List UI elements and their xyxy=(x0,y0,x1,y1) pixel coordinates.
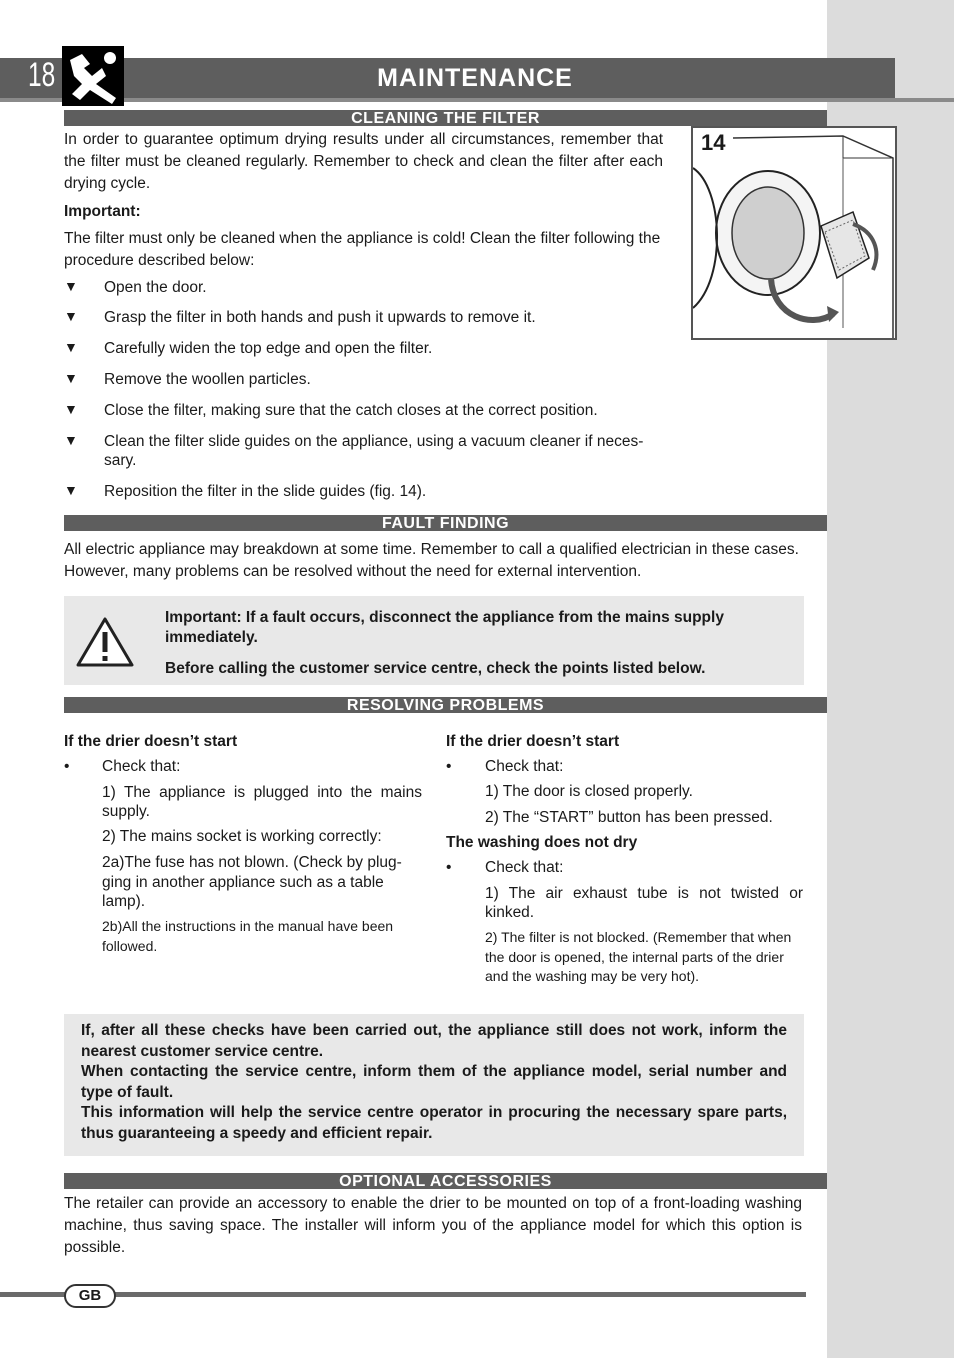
section-optional-accessories: OPTIONAL ACCESSORIES xyxy=(64,1173,827,1189)
section-fault-finding: FAULT FINDING xyxy=(64,515,827,531)
right-item: 1) The door is closed properly. xyxy=(485,783,693,800)
notice-line: This information will help the service centre operator in procuring the necessary spare parts, thus guaranteeing a speedy and efficient repair. xyxy=(81,1104,787,1142)
notice-line: If, after all these checks have been carried out, the appliance still does not work, inform the nearest customer service centre. xyxy=(81,1022,787,1060)
page-title: MAINTENANCE xyxy=(377,64,573,92)
fault-intro: All electric appliance may breakdown at some time. Remember to call a qualified electrician in these cases. However, many problems can be resolved without the need for external intervention. xyxy=(64,541,799,580)
left-item: 2b)All the instructions in the manual have been followed. xyxy=(102,918,394,954)
figure-14-dryer-filter xyxy=(691,126,897,340)
right-item-2: 2) The filter is not blocked. (Remember that when the door is opened, the internal parts of the drier and the washing may be very hot). xyxy=(485,929,792,984)
warning-text-1: Important: If a fault occurs, disconnect the appliance from the mains supply immediately. xyxy=(165,609,724,646)
warning-text-2: Before calling the customer service centre, check the points listed below. xyxy=(165,660,706,677)
footer-rule xyxy=(0,1292,806,1297)
right-heading: If the drier doesn’t start xyxy=(446,733,620,750)
notice-line: When contacting the service centre, inform them of the appliance model, serial number and type of fault. xyxy=(81,1063,787,1101)
left-heading: If the drier doesn’t start xyxy=(64,733,238,750)
left-check: Check that: xyxy=(102,758,181,775)
right-check-2: Check that: xyxy=(485,859,564,876)
right-check: Check that: xyxy=(485,758,564,775)
warning-box xyxy=(64,596,804,685)
left-item: 2a)The fuse has not blown. (Check by plug- ging in another appliance such as a table lamp). xyxy=(102,854,402,910)
important-label: Important: xyxy=(64,203,141,220)
right-item-2: 1) The air exhaust tube is not twisted or kinked. xyxy=(485,885,803,921)
right-item: 2) The “START” button has been pressed. xyxy=(485,809,773,826)
page-number: 18 xyxy=(28,56,56,94)
left-item: 1) The appliance is plugged into the mains supply. xyxy=(102,784,422,820)
important-text: The filter must only be cleaned when the appliance is cold! Clean the filter following the procedure described below: xyxy=(64,230,661,269)
right-bullet: • xyxy=(446,758,452,775)
maintenance-wrench-icon xyxy=(62,46,124,106)
service-notice-box xyxy=(64,1014,804,1156)
right-bullet-2: • xyxy=(446,859,452,876)
right-heading-2: The washing does not dry xyxy=(446,834,638,851)
language-badge: GB xyxy=(64,1284,116,1308)
section-cleaning-filter: CLEANING THE FILTER xyxy=(64,110,827,126)
cleaning-intro: In order to guarantee optimum drying results under all circumstances, remember that the filter must be cleaned regularly. Remember to check and clean the filter after each drying cycle. xyxy=(64,131,663,192)
warning-triangle-icon xyxy=(75,616,135,668)
optional-text: The retailer can provide an accessory to enable the drier to be mounted on top of a front-loading washing machine, thus saving space. The installer will inform you of the appliance model for which this option is possible. xyxy=(64,1195,802,1256)
left-bullet: • xyxy=(64,758,70,775)
section-resolving-problems: RESOLVING PROBLEMS xyxy=(64,697,827,713)
figure-number: 14 xyxy=(701,130,726,155)
left-item: 2) The mains socket is working correctly: xyxy=(102,828,382,845)
